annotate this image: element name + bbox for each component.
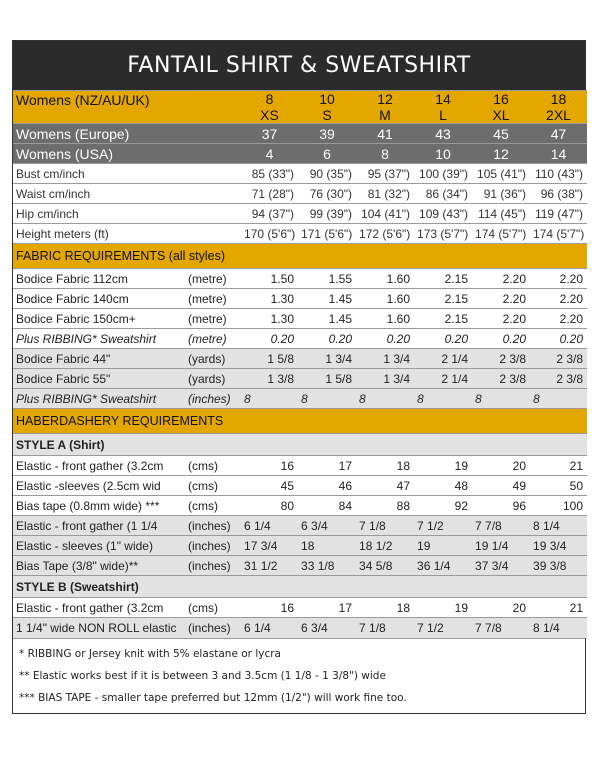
value-cell: 34 5/8 [356, 556, 414, 576]
value-cell: 20 [472, 598, 530, 618]
value-cell: 2 3/8 [530, 369, 587, 389]
size-number: 18 [550, 91, 567, 107]
value-cell: 49 [472, 476, 530, 496]
value-cell: 8 [530, 389, 587, 409]
value-cell: 6 1/4 [241, 618, 298, 638]
row-label: Hip cm/inch [13, 204, 241, 224]
row-label: Bodice Fabric 44" [13, 349, 185, 369]
value-cell: 16 [241, 598, 298, 618]
row-label: Bust cm/inch [13, 164, 241, 184]
row-label: Plus RIBBING* Sweatshirt [13, 329, 185, 349]
value-cell: 1.60 [356, 269, 414, 289]
size-letter: XS [260, 107, 279, 123]
style-b-header [13, 576, 587, 598]
europe-size-row [13, 124, 587, 144]
value-cell: 1 5/8 [241, 349, 298, 369]
haberdashery-row [13, 496, 587, 516]
row-label: Elastic -sleeves (2.5cm wid [13, 476, 185, 496]
value-cell: 41 [356, 124, 414, 144]
value-cell: 19 [414, 456, 472, 476]
row-label: Plus RIBBING* Sweatshirt [13, 389, 185, 409]
value-cell: 8 [241, 389, 298, 409]
value-cell: 39 [298, 124, 356, 144]
value-cell: 88 [356, 496, 414, 516]
row-label: Womens (Europe) [13, 124, 241, 144]
value-cell: 100 (39") [414, 164, 472, 184]
value-cell: 1.45 [298, 309, 356, 329]
value-cell: 2.15 [414, 289, 472, 309]
footnote-elastic: ** Elastic works best if it is between 3 and 3.5cm (1 1/8 - 1 3/8") wide [19, 669, 386, 682]
value-cell: 1.60 [356, 289, 414, 309]
value-cell: 174 (5'7") [530, 224, 587, 244]
value-cell: 119 (47") [530, 204, 587, 224]
value-cell: 2.20 [530, 309, 587, 329]
value-cell: 170 (5'6") [241, 224, 298, 244]
value-cell: 1 3/4 [356, 349, 414, 369]
value-cell: 20 [472, 456, 530, 476]
unit-label: (yards) [185, 369, 241, 389]
value-cell: 18 [298, 536, 356, 556]
value-cell: 19 [414, 536, 472, 556]
value-cell: 100 [530, 496, 587, 516]
value-cell: 7 7/8 [472, 618, 530, 638]
size-letter: XL [492, 107, 510, 123]
size-cell [472, 91, 530, 124]
row-label: Waist cm/inch [13, 184, 241, 204]
value-cell: 43 [414, 124, 472, 144]
haberdashery-row [13, 516, 587, 536]
haberdashery-row [13, 456, 587, 476]
value-cell: 12 [472, 144, 530, 164]
value-cell: 173 (5'7") [414, 224, 472, 244]
value-cell: 8 [472, 389, 530, 409]
value-cell: 114 (45") [472, 204, 530, 224]
fabric-section-header [13, 244, 587, 269]
size-letter: M [379, 107, 391, 123]
size-cell [241, 91, 298, 124]
unit-label: (metre) [185, 269, 241, 289]
value-cell: 33 1/8 [298, 556, 356, 576]
value-cell: 1.60 [356, 309, 414, 329]
value-cell: 90 (35") [298, 164, 356, 184]
section-title: FABRIC REQUIREMENTS (all styles) [13, 244, 587, 269]
value-cell: 8 [414, 389, 472, 409]
value-cell: 2 3/8 [472, 369, 530, 389]
size-system-label: Womens (NZ/AU/UK) [13, 91, 241, 124]
value-cell: 84 [298, 496, 356, 516]
value-cell: 17 [298, 598, 356, 618]
style-title: STYLE A (Shirt) [13, 434, 587, 456]
size-letter: S [322, 107, 332, 123]
value-cell: 85 (33") [241, 164, 298, 184]
value-cell: 37 3/4 [472, 556, 530, 576]
value-cell: 14 [530, 144, 587, 164]
value-cell: 18 1/2 [356, 536, 414, 556]
value-cell: 96 [472, 496, 530, 516]
value-cell: 39 3/8 [530, 556, 587, 576]
row-label: Elastic - front gather (1 1/4 [13, 516, 185, 536]
value-cell: 95 (37") [356, 164, 414, 184]
value-cell: 0.20 [414, 329, 472, 349]
value-cell: 0.20 [241, 329, 298, 349]
value-cell: 2 1/4 [414, 369, 472, 389]
row-label: Height meters (ft) [13, 224, 241, 244]
unit-label: (metre) [185, 309, 241, 329]
haberdashery-section-header [13, 409, 587, 434]
value-cell: 7 7/8 [472, 516, 530, 536]
size-number: 10 [319, 91, 335, 107]
value-cell: 31 1/2 [241, 556, 298, 576]
value-cell: 48 [414, 476, 472, 496]
size-number: 16 [493, 91, 509, 107]
unit-label: (metre) [185, 329, 241, 349]
value-cell: 171 (5'6") [298, 224, 356, 244]
fabric-row [13, 349, 587, 369]
value-cell: 99 (39") [298, 204, 356, 224]
value-cell: 47 [530, 124, 587, 144]
value-cell: 21 [530, 598, 587, 618]
value-cell: 8 [356, 144, 414, 164]
value-cell: 17 3/4 [241, 536, 298, 556]
value-cell: 7 1/2 [414, 618, 472, 638]
measurement-row [13, 204, 587, 224]
unit-label: (cms) [185, 496, 241, 516]
size-letter: L [439, 107, 447, 123]
value-cell: 37 [241, 124, 298, 144]
value-cell: 94 (37") [241, 204, 298, 224]
value-cell: 104 (41") [356, 204, 414, 224]
unit-label: (inches) [185, 556, 241, 576]
value-cell: 110 (43") [530, 164, 587, 184]
value-cell: 1.55 [298, 269, 356, 289]
value-cell: 1.30 [241, 289, 298, 309]
unit-label: (inches) [185, 536, 241, 556]
value-cell: 47 [356, 476, 414, 496]
value-cell: 45 [241, 476, 298, 496]
fabric-row [13, 389, 587, 409]
value-cell: 8 [298, 389, 356, 409]
haberdashery-row [13, 536, 587, 556]
row-label: Bias tape (0.8mm wide) *** [13, 496, 185, 516]
unit-label: (cms) [185, 598, 241, 618]
value-cell: 2 1/4 [414, 349, 472, 369]
unit-label: (yards) [185, 349, 241, 369]
value-cell: 2 3/8 [472, 349, 530, 369]
value-cell: 172 (5'6") [356, 224, 414, 244]
value-cell: 19 3/4 [530, 536, 587, 556]
unit-label: (cms) [185, 476, 241, 496]
style-a-header [13, 434, 587, 456]
value-cell: 6 3/4 [298, 516, 356, 536]
value-cell: 2.20 [472, 309, 530, 329]
measurement-row [13, 184, 587, 204]
value-cell: 109 (43") [414, 204, 472, 224]
value-cell: 1 3/8 [241, 369, 298, 389]
value-cell: 6 [298, 144, 356, 164]
value-cell: 8 1/4 [530, 516, 587, 536]
size-header-row [13, 91, 587, 124]
value-cell: 19 [414, 598, 472, 618]
style-title: STYLE B (Sweatshirt) [13, 576, 587, 598]
value-cell: 2.20 [530, 289, 587, 309]
value-cell: 7 1/8 [356, 618, 414, 638]
value-cell: 0.20 [530, 329, 587, 349]
value-cell: 1 3/4 [356, 369, 414, 389]
row-label: Bodice Fabric 140cm [13, 289, 185, 309]
value-cell: 1.50 [241, 269, 298, 289]
value-cell: 1.45 [298, 289, 356, 309]
section-title: HABERDASHERY REQUIREMENTS [13, 409, 587, 434]
row-label: Bodice Fabric 112cm [13, 269, 185, 289]
value-cell: 10 [414, 144, 472, 164]
value-cell: 17 [298, 456, 356, 476]
value-cell: 18 [356, 598, 414, 618]
value-cell: 105 (41") [472, 164, 530, 184]
value-cell: 21 [530, 456, 587, 476]
value-cell: 76 (30") [298, 184, 356, 204]
haberdashery-row [13, 476, 587, 496]
value-cell: 4 [241, 144, 298, 164]
measurement-row [13, 164, 587, 184]
size-cell [356, 91, 414, 124]
row-label: Bodice Fabric 55" [13, 369, 185, 389]
unit-label: (inches) [185, 516, 241, 536]
value-cell: 86 (34") [414, 184, 472, 204]
row-label: 1 1/4" wide NON ROLL elastic [13, 618, 185, 638]
value-cell: 7 1/2 [414, 516, 472, 536]
size-table-body [13, 91, 587, 638]
size-number: 8 [265, 91, 274, 107]
haberdashery-row [13, 556, 587, 576]
row-label: Elastic - sleeves (1" wide) [13, 536, 185, 556]
footnotes [13, 638, 585, 713]
size-letter: 2XL [546, 107, 571, 123]
value-cell: 36 1/4 [414, 556, 472, 576]
value-cell: 91 (36") [472, 184, 530, 204]
value-cell: 2.15 [414, 309, 472, 329]
footnote-bias-tape: *** BIAS TAPE - smaller tape preferred but 12mm (1/2") will work fine too. [19, 691, 407, 704]
value-cell: 2.20 [472, 289, 530, 309]
value-cell: 0.20 [298, 329, 356, 349]
value-cell: 19 1/4 [472, 536, 530, 556]
value-cell: 80 [241, 496, 298, 516]
value-cell: 45 [472, 124, 530, 144]
value-cell: 81 (32") [356, 184, 414, 204]
size-cell [414, 91, 472, 124]
fabric-row [13, 329, 587, 349]
unit-label: (inches) [185, 618, 241, 638]
value-cell: 0.20 [356, 329, 414, 349]
fabric-row [13, 269, 587, 289]
value-cell: 2.20 [472, 269, 530, 289]
value-cell: 1.30 [241, 309, 298, 329]
fabric-row [13, 289, 587, 309]
row-label: Bodice Fabric 150cm+ [13, 309, 185, 329]
value-cell: 2.20 [530, 269, 587, 289]
value-cell: 92 [414, 496, 472, 516]
value-cell: 7 1/8 [356, 516, 414, 536]
value-cell: 2.15 [414, 269, 472, 289]
unit-label: (cms) [185, 456, 241, 476]
fabric-row [13, 309, 587, 329]
chart-title: FANTAIL SHIRT & SWEATSHIRT [13, 41, 585, 90]
measurement-row [13, 224, 587, 244]
fabric-row [13, 369, 587, 389]
value-cell: 16 [241, 456, 298, 476]
unit-label: (inches) [185, 389, 241, 409]
unit-label: (metre) [185, 289, 241, 309]
footnote-ribbing: * RIBBING or Jersey knit with 5% elastane or lycra [19, 647, 281, 660]
value-cell: 18 [356, 456, 414, 476]
value-cell: 8 1/4 [530, 618, 587, 638]
value-cell: 1 3/4 [298, 349, 356, 369]
value-cell: 1 5/8 [298, 369, 356, 389]
size-number: 14 [435, 91, 451, 107]
value-cell: 50 [530, 476, 587, 496]
row-label: Womens (USA) [13, 144, 241, 164]
row-label: Elastic - front gather (3.2cm [13, 456, 185, 476]
usa-size-row [13, 144, 587, 164]
size-table [13, 90, 587, 638]
value-cell: 0.20 [472, 329, 530, 349]
value-cell: 174 (5'7") [472, 224, 530, 244]
row-label: Bias Tape (3/8" wide)** [13, 556, 185, 576]
size-chart [12, 40, 586, 714]
haberdashery-row [13, 598, 587, 618]
haberdashery-row [13, 618, 587, 638]
value-cell: 8 [356, 389, 414, 409]
value-cell: 2 3/8 [530, 349, 587, 369]
value-cell: 71 (28") [241, 184, 298, 204]
value-cell: 96 (38") [530, 184, 587, 204]
value-cell: 6 1/4 [241, 516, 298, 536]
size-cell [298, 91, 356, 124]
size-cell [530, 91, 587, 124]
value-cell: 46 [298, 476, 356, 496]
value-cell: 6 3/4 [298, 618, 356, 638]
row-label: Elastic - front gather (3.2cm [13, 598, 185, 618]
size-number: 12 [377, 91, 393, 107]
